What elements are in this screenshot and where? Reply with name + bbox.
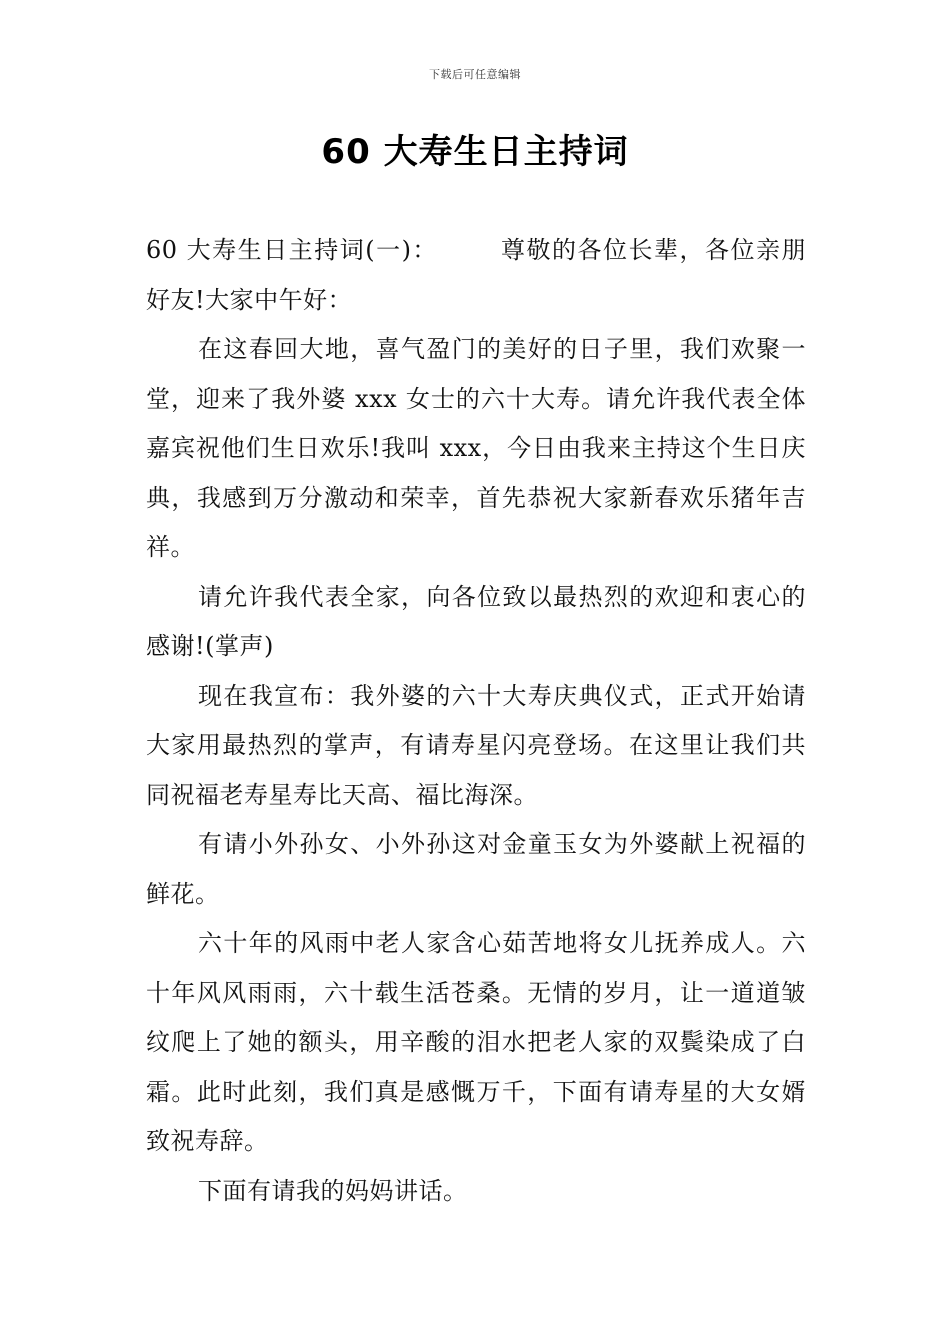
paragraph: 请允许我代表全家，向各位致以最热烈的欢迎和衷心的感谢!(掌声) — [146, 582, 806, 660]
header-note: 下载后可任意编辑 — [429, 68, 521, 81]
paragraph: 六十年的风雨中老人家含心茹苦地将女儿抚养成人。六十年风风雨雨，六十载生活苍桑。无情的岁月，让一道道皱纹爬上了她的额头，用辛酸的泪水把老人家的双鬓染成了白霜。此时此刻，我们真是感慨万千，下面有请寿星的大女婿致祝寿辞。 — [146, 929, 806, 1155]
paragraph: 在这春回大地，喜气盈门的美好的日子里，我们欢聚一堂，迎来了我外婆 xxx 女士的六十大寿。请允许我代表全体嘉宾祝他们生日欢乐!我叫 xxx，今日由我来主持这个生日庆典，我感到万分激动和荣幸，首先恭祝大家新春欢乐猪年吉祥。 — [146, 335, 806, 561]
intro-paragraph — [146, 226, 806, 325]
paragraph: 有请小外孙女、小外孙这对金童玉女为外婆献上祝福的鲜花。 — [146, 830, 806, 908]
document-body — [146, 226, 806, 1216]
paragraph: 现在我宣布：我外婆的六十大寿庆典仪式，正式开始请大家用最热烈的掌声，有请寿星闪亮登场。在这里让我们共同祝福老寿星寿比天高、福比海深。 — [146, 681, 806, 809]
page-title: 60 大寿生日主持词 — [321, 132, 629, 172]
paragraph: 下面有请我的妈妈讲话。 — [198, 1176, 468, 1205]
greeting-text: 尊敬的各位长辈，各位亲朋好友!大家中午好： — [146, 236, 806, 314]
section-label: 60 大寿生日主持词(一)： — [146, 236, 438, 264]
